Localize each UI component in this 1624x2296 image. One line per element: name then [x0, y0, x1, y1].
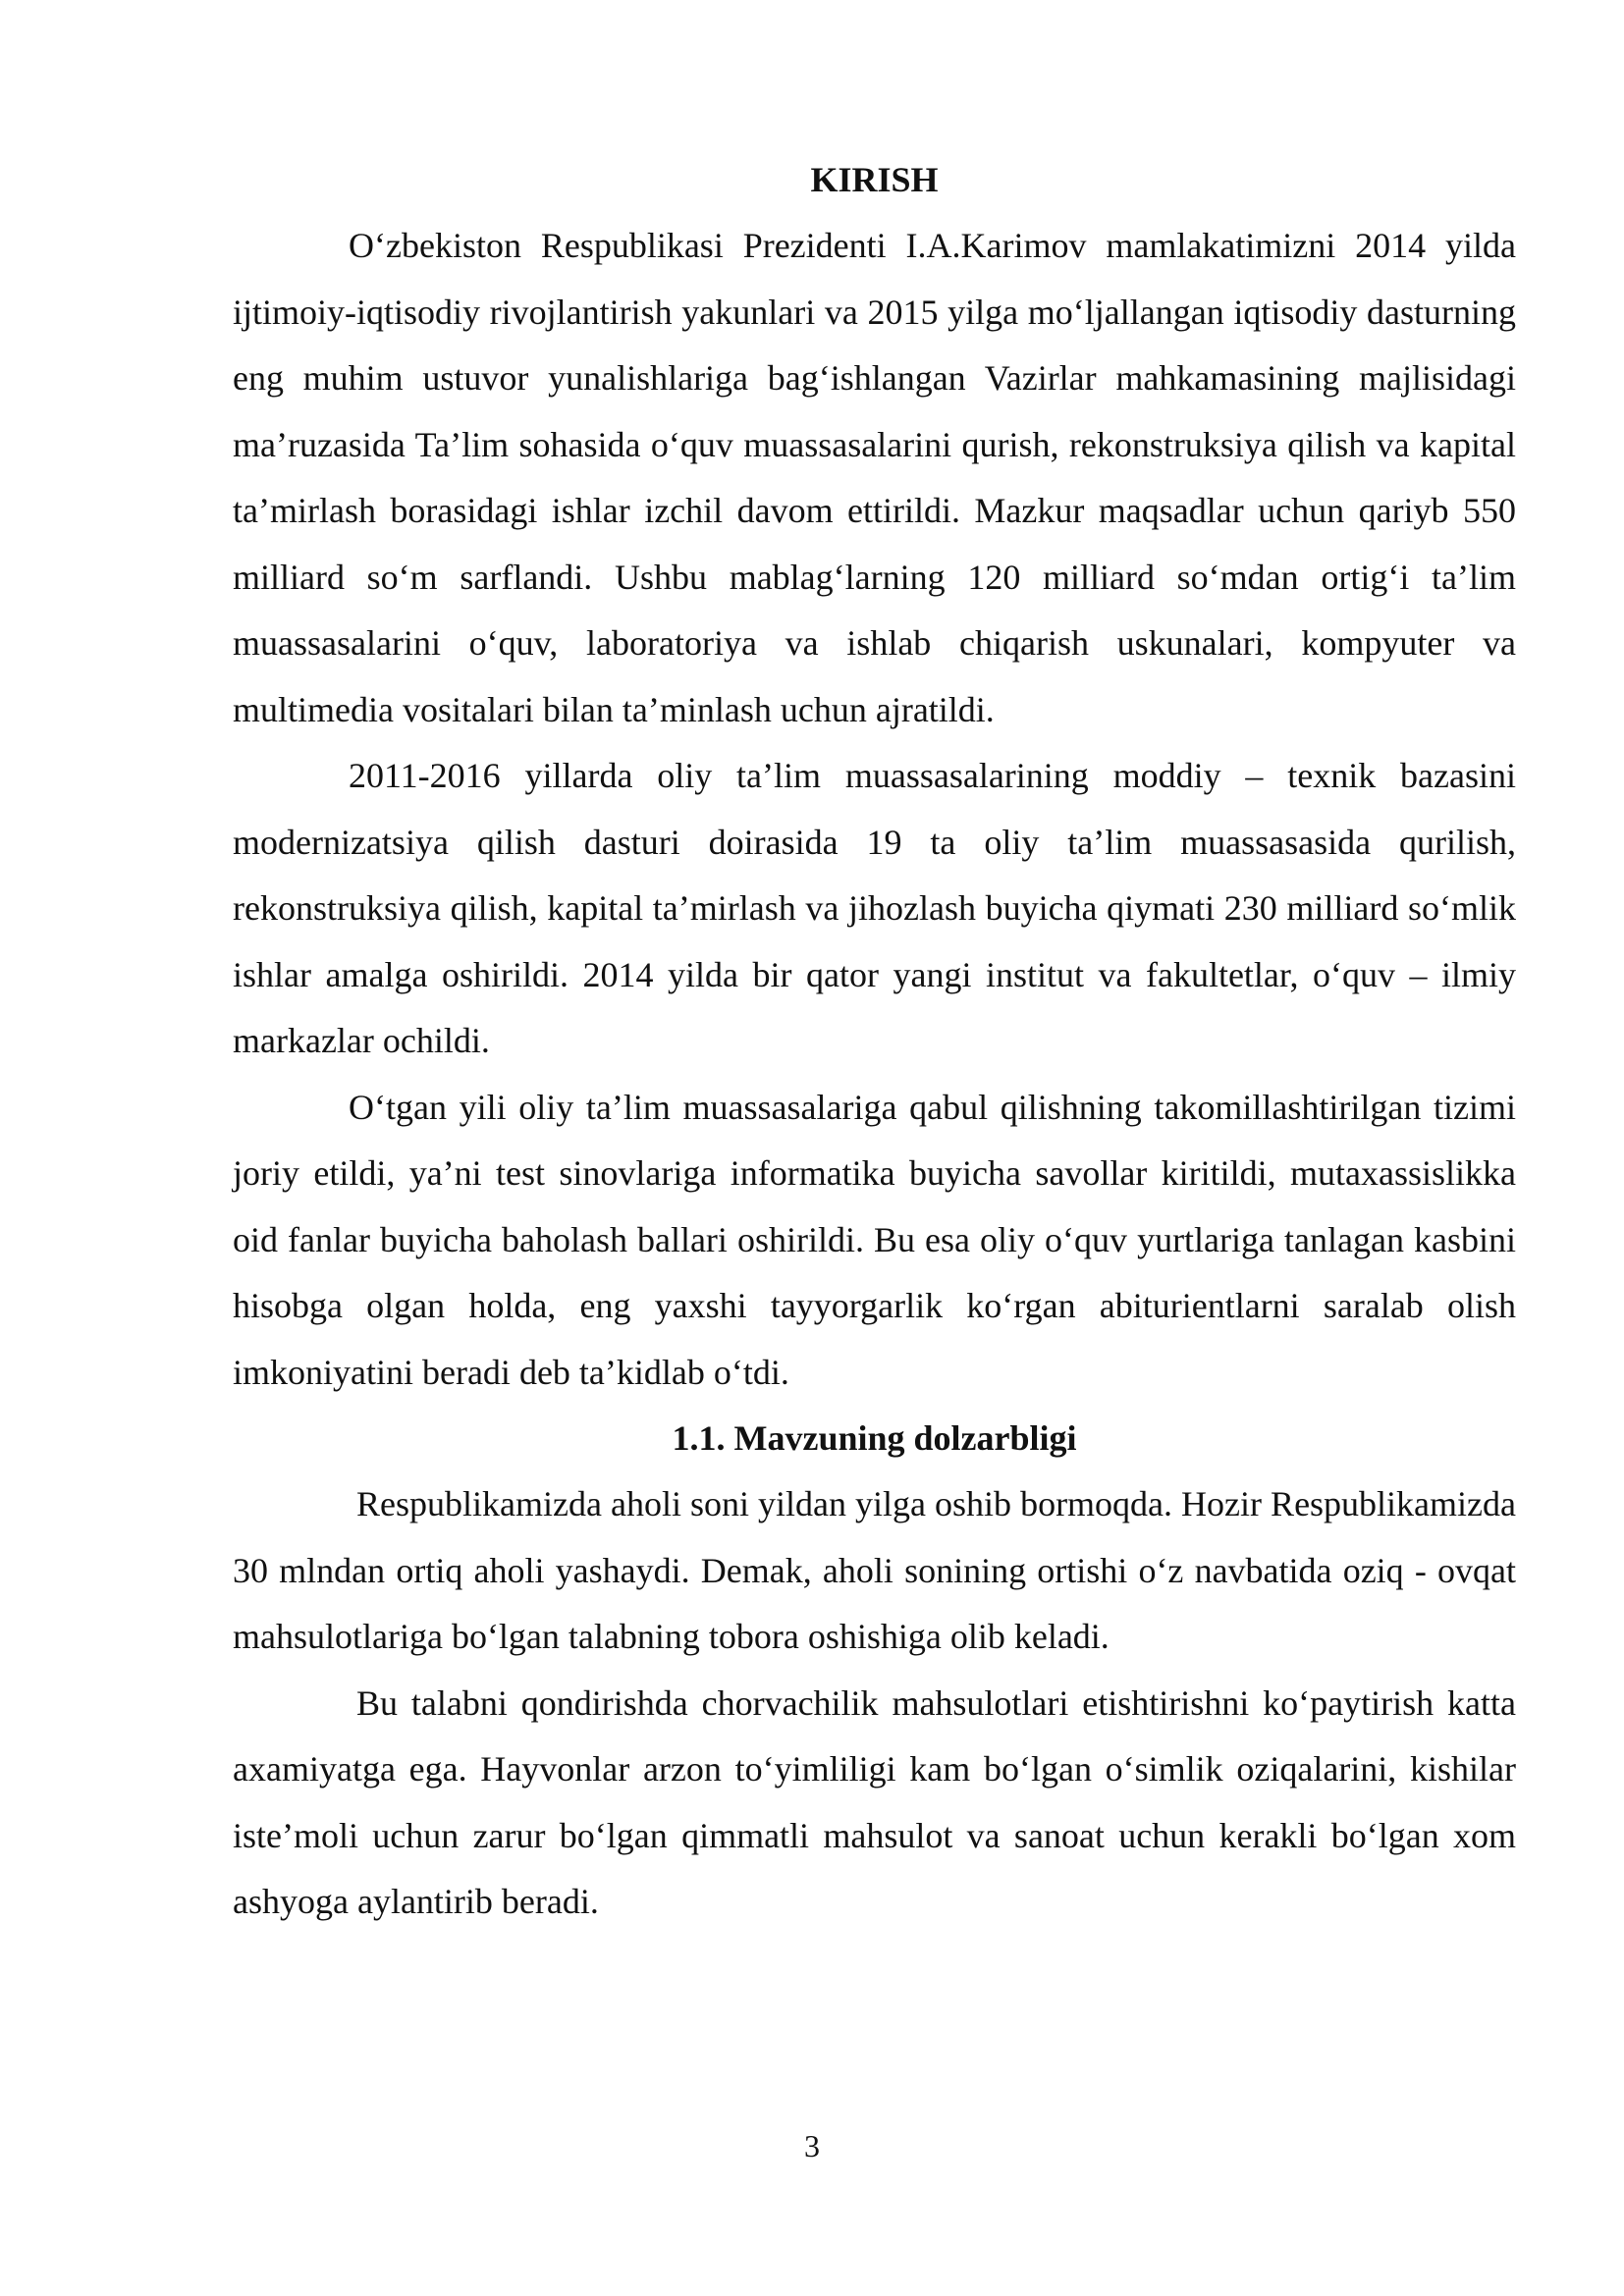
section-heading: 1.1. Mavzuning dolzarbligi — [672, 1418, 1077, 1458]
intro-paragraph-1: O‘zbekiston Respublikasi Prezidenti I.A.Karimov mamlakatimizni 2014 yilda ijtimoiy-iqtisodiy rivojlantirish yakunlari va 2015 yilga mo‘ljallangan iqtisodiy dasturning eng muhim ustuvor yunalishlariga bag‘ishlangan Vazirlar mahkamasining majlisidagi ma’ruzasida Ta’lim sohasida o‘quv muassasalarini qurish, rekonstruksiya qilish va kapital ta’mirlash borasidagi ishlar izchil davom ettirildi. Mazkur maqsadlar uchun qariyb 550 milliard so‘m sarflandi. Ushbu mablag‘larning 120 milliard so‘mdan ortig‘i ta’lim muassasalarini o‘quv, laboratoriya va ishlab chiqarish uskunalari, kompyuter va multimedia vositalari bilan ta’minlash uchun ajratildi. — [233, 226, 1516, 729]
page-number: 3 — [804, 2128, 820, 2163]
document-page — [233, 147, 1516, 1936]
intro-paragraph-2: 2011-2016 yillarda oliy ta’lim muassasalarining moddiy – texnik bazasini modernizatsiya qilish dasturi doirasida 19 ta oliy ta’lim muassasasida qurilish, rekonstruksiya qilish, kapital ta’mirlash va jihozlash buyicha qiymati 230 milliard so‘mlik ishlar amalga oshirildi. 2014 yilda bir qator yangi institut va fakultetlar, o‘quv – ilmiy markazlar ochildi. — [233, 756, 1516, 1060]
intro-paragraph-3: O‘tgan yili oliy ta’lim muassasalariga qabul qilishning takomillashtirilgan tizimi joriy etildi, ya’ni test sinovlariga informatika buyicha savollar kiritildi, mutaxassislikka oid fanlar buyicha baholash ballari oshirildi. Bu esa oliy o‘quv yurtlariga tanlagan kasbini hisobga olgan holda, eng yaxshi tayyorgarlik ko‘rgan abiturientlarni saralab olish imkoniyatini beradi deb ta’kidlab o‘tdi. — [233, 1087, 1516, 1392]
section-paragraph-2: Bu talabni qondirishda chorvachilik mahsulotlari etishtirishni ko‘paytirish katta axamiyatga ega. Hayvonlar arzon to‘yimliligi kam bo‘lgan o‘simlik oziqalarini, kishilar iste’moli uchun zarur bo‘lgan qimmatli mahsulot va sanoat uchun kerakli bo‘lgan xom ashyoga aylantirib beradi. — [233, 1682, 1516, 1921]
section-paragraph-1: Respublikamizda aholi soni yildan yilga oshib bormoqda. Hozir Respublikamizda 30 mlndan ortiq aholi yashaydi. Demak, aholi sonining ortishi o‘z navbatida oziq - ovqat mahsulotlariga bo‘lgan talabning tobora oshishiga olib keladi. — [233, 1484, 1516, 1656]
page-title: KIRISH — [810, 160, 939, 199]
